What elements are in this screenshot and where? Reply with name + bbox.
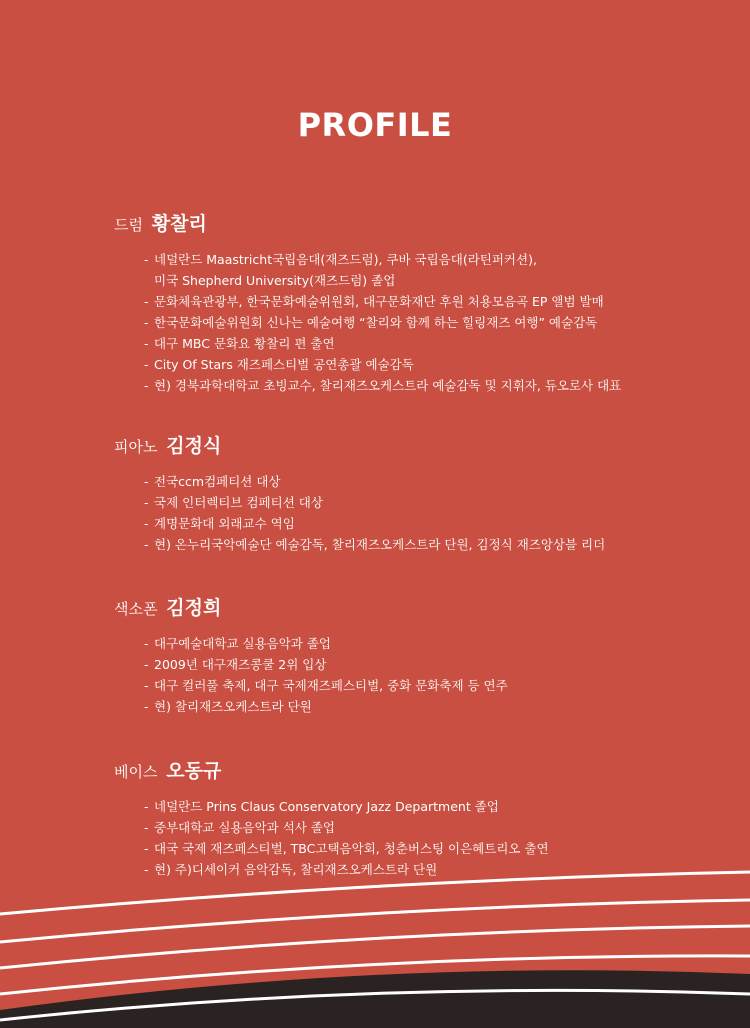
member-heading xyxy=(114,212,714,237)
bio-item: - City Of Stars 재즈페스티벌 공연총괄 예술감독 xyxy=(144,354,714,375)
bio-item: - 네덜란드 Maastricht국립음대(재즈드럼), 쿠바 국립음대(라틴퍼커션), 미국 Shepherd University(재즈드럼) 졸업 xyxy=(144,249,714,291)
bio-item: - 현) 찰리재즈오케스트라 단원 xyxy=(144,696,714,717)
bio-item: - 대국 국제 재즈페스티벌, TBC고택음악회, 청춘버스팅 이은혜트리오 출연 xyxy=(144,838,714,859)
bio-item: - 2009년 대구재즈콩쿨 2위 입상 xyxy=(144,654,714,675)
member-section-saxophone xyxy=(114,596,714,717)
member-instrument: 색소폰 xyxy=(114,600,158,618)
member-instrument: 드럼 xyxy=(114,216,143,234)
member-heading xyxy=(114,596,714,621)
page-title: PROFILE xyxy=(297,106,453,144)
bio-item: - 대구 MBC 문화요 황찰리 편 출연 xyxy=(144,333,714,354)
bio-item: - 국제 인터렉티브 컴페티션 대상 xyxy=(144,492,714,513)
bio-item: - 계명문화대 외래교수 역임 xyxy=(144,513,714,534)
bio-list xyxy=(114,249,714,396)
bio-list xyxy=(114,471,714,555)
bio-item: - 문화체육관광부, 한국문화예술위원회, 대구문화재단 후원 처용모음곡 EP 앨범 발매 xyxy=(144,291,714,312)
member-section-bass xyxy=(114,759,714,880)
wave-dark-band xyxy=(0,970,750,1028)
bio-item: - 네덜란드 Prins Claus Conservatory Jazz Department 졸업 xyxy=(144,796,714,817)
member-name: 오동규 xyxy=(166,760,222,782)
member-section-piano xyxy=(114,434,714,555)
member-name: 김정식 xyxy=(166,435,222,457)
bio-list xyxy=(114,633,714,717)
member-heading xyxy=(114,434,714,459)
member-name: 황찰리 xyxy=(151,213,207,235)
member-name: 김정희 xyxy=(166,597,222,619)
wave-line xyxy=(0,872,750,914)
bio-list xyxy=(114,796,714,880)
bio-item: - 현) 온누리국악예술단 예술감독, 찰리재즈오케스트라 단원, 김정식 재즈앙상블 리더 xyxy=(144,534,714,555)
member-heading xyxy=(114,759,714,784)
member-instrument: 피아노 xyxy=(114,438,158,456)
bio-item: - 현) 경북과학대학교 초빙교수, 찰리재즈오케스트라 예술감독 및 지휘자, 듀오로사 대표 xyxy=(144,375,714,396)
bio-item: - 대구예술대학교 실용음악과 졸업 xyxy=(144,633,714,654)
bio-item: - 중부대학교 실용음악과 석사 졸업 xyxy=(144,817,714,838)
decorative-wave-lines xyxy=(0,870,750,1028)
bio-item: - 전국ccm컴페티션 대상 xyxy=(144,471,714,492)
bio-item: - 대구 컬러풀 축제, 대구 국제재즈페스티벌, 중화 문화축제 등 연주 xyxy=(144,675,714,696)
wave-line xyxy=(0,900,750,942)
member-section-drum xyxy=(114,212,714,396)
bio-item: - 한국문화예술위원회 신나는 예술여행 “찰리와 함께 하는 힐링재즈 여행” 예술감독 xyxy=(144,312,714,333)
member-instrument: 베이스 xyxy=(114,763,158,781)
bio-item: - 현) 주)디세이커 음악감독, 찰리재즈오케스트라 단원 xyxy=(144,859,714,880)
